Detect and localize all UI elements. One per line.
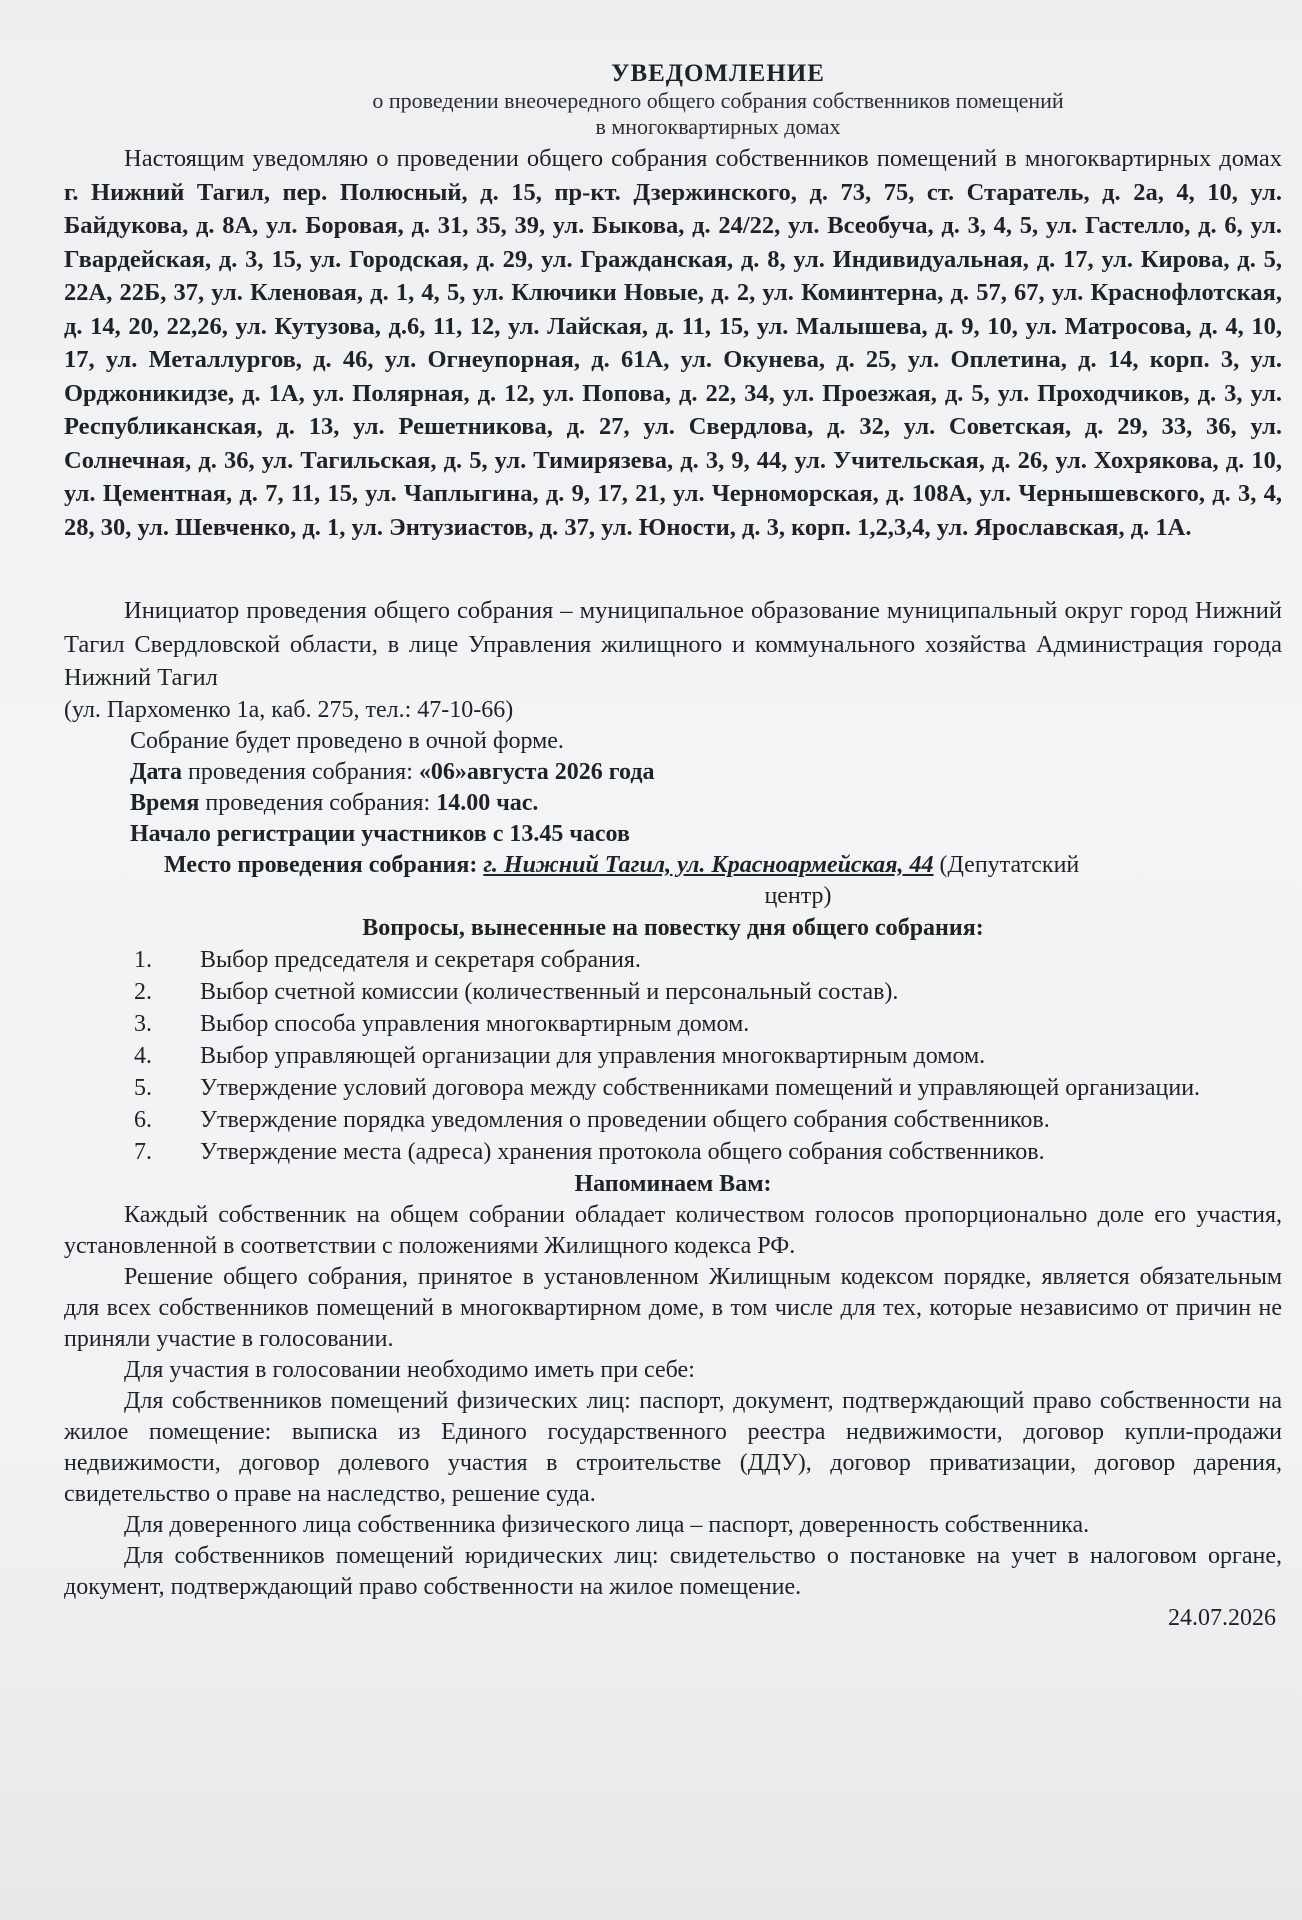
meeting-place-note-cont: центр) [764, 882, 832, 909]
reminder-title: Напоминаем Вам: [574, 1170, 772, 1197]
meeting-time-value: 14.00 час. [436, 789, 539, 816]
reminder-votes: Каждый собственник на общем собрании обладает количеством голосов пропорционально доле его участия, установленной в соответствии с положениями Жилищного кодекса РФ. [64, 1201, 1282, 1259]
agenda-item-number: 3. [134, 1010, 152, 1037]
agenda-item [64, 1072, 1282, 1104]
meeting-place-address: г. Нижний Тагил, ул. Красноармейская, 44 [483, 851, 934, 878]
intro-text: Настоящим уведомляю о проведении общего собрания собственников помещений в многоквартирных домах [124, 145, 1282, 172]
agenda-item-text: Выбор председателя и секретаря собрания. [200, 946, 641, 973]
initiator-contacts: (ул. Пархоменко 1а, каб. 275, тел.: 47-10-66) [64, 696, 514, 723]
agenda-item-text: Выбор управляющей организации для управления многоквартирным домом. [200, 1042, 986, 1069]
meeting-form: Собрание будет проведено в очной форме. [130, 727, 564, 754]
registration-text: Начало регистрации участников с 13.45 часов [130, 820, 630, 847]
agenda-item [64, 1136, 1282, 1168]
meeting-date-value: «06»августа 2026 года [418, 758, 655, 785]
agenda-item-number: 6. [134, 1106, 152, 1133]
meeting-place-label: Место проведения собрания: [164, 851, 484, 878]
meeting-date-text: проведения собрания: [181, 758, 419, 785]
agenda-item-number: 7. [134, 1138, 152, 1165]
notice-document [64, 60, 1282, 1632]
agenda-item-number: 2. [134, 978, 152, 1005]
agenda-item-text: Утверждение порядка уведомления о проведении общего собрания собственников. [200, 1106, 1050, 1133]
agenda-item-text: Выбор способа управления многоквартирным домом. [200, 1010, 750, 1037]
reminder-bring-docs: Для участия в голосовании необходимо иметь при себе: [124, 1356, 695, 1383]
meeting-date [64, 757, 1282, 788]
meeting-time-text: проведения собрания: [199, 789, 437, 816]
agenda-item-number: 5. [134, 1074, 152, 1101]
meeting-place-note: (Депутатский [933, 851, 1080, 878]
reminder-proxy: Для доверенного лица собственника физического лица – паспорт, доверенность собственника. [124, 1511, 1090, 1538]
agenda-item [64, 976, 1282, 1008]
agenda-list [64, 944, 1282, 1168]
agenda-item-text: Утверждение условий договора между собственниками помещений и управляющей организации. [200, 1074, 1201, 1101]
agenda-item [64, 1040, 1282, 1072]
initiator-paragraph: Инициатор проведения общего собрания – муниципальное образование муниципальный округ город Нижний Тагил Свердловской области, в лице Управления жилищного и коммунального хозяйства Администрация города Нижний Тагил [64, 597, 1282, 691]
meeting-date-label: Дата [130, 758, 182, 785]
meeting-time [64, 788, 1282, 819]
agenda-title: Вопросы, вынесенные на повестку дня общего собрания: [362, 914, 984, 941]
meeting-place [64, 850, 1282, 912]
agenda-item-text: Утверждение места (адреса) хранения протокола общего собрания собственников. [200, 1138, 1045, 1165]
intro-paragraph [64, 142, 1282, 544]
agenda-item-number: 4. [134, 1042, 152, 1069]
document-title: УВЕДОМЛЕНИЕ [611, 60, 825, 87]
registration-start [64, 819, 1282, 850]
document-subtitle-line1: о проведении внеочередного общего собрания собственников помещений [372, 88, 1064, 113]
intro-addresses: г. Нижний Тагил, пер. Полюсный, д. 15, пр-кт. Дзержинского, д. 73, 75, ст. Старатель, д. 2а, 4, 10, ул. Байдукова, д. 8А, ул. Боровая, д. 31, 35, 39, ул. Быкова, д. 24/22, ул. Всеобуча, д. 3, 4, 5, ул. Гастелло, д. 6, ул. Гвардейская, д. 3, 15, ул. Городская, д. 29, ул. Гражданская, д. 8, ул. Индивидуальная, д. 17, ул. Кирова, д. 5, 22А, 22Б, 37, ул. Кленовая, д. 1, 4, 5, ул. Ключики Новые, д. 2, ул. Коминтерна, д. 57, 67, ул. Краснофлотская, д. 14, 20, 22,26, ул. Кутузова, д.6, 11, 12, ул. Лайская, д. 11, 15, ул. Малышева, д. 9, 10, ул. Матросова, д. 4, 10, 17, ул. Металлургов, д. 46, ул. Огнеупорная, д. 61А, ул. Окунева, д. 25, ул. Оплетина, д. 14, корп. 3, ул. Орджоникидзе, д. 1А, ул. Полярная, д. 12, ул. Попова, д. 22, 34, ул. Проезжая, д. 5, ул. Проходчиков, д. 3, ул. Республиканская, д. 13, ул. Решетникова, д. 27, ул. Свердлова, д. 32, ул. Советская, д. 29, 33, 36, ул. Солнечная, д. 36, ул. Тагильская, д. 5, ул. Тимирязева, д. 3, 9, 44, ул. Учительская, д. 26, ул. Хохрякова, д. 10, ул. Цементная, д. 7, 11, 15, ул. Чаплыгина, д. 9, 17, 21, ул. Черноморская, д. 108А, ул. Чернышевского, д. 3, 4, 28, 30, ул. Шевченко, д. 1, ул. Энтузиастов, д. 37, ул. Юности, д. 3, корп. 1,2,3,4, ул. Ярославская, д. 1А. [64, 178, 1282, 541]
reminder-individuals: Для собственников помещений физических лиц: паспорт, документ, подтверждающий право собственности на жилое помещение: выписка из Единого государственного реестра недвижимости, договор купли-продажи недвижимости, договор долевого участия в строительстве (ДДУ), договор приватизации, договор дарения, свидетельство о праве на наследство, решение суда. [64, 1387, 1282, 1507]
document-date: 24.07.2026 [1168, 1604, 1276, 1631]
reminder-legal-entities: Для собственников помещений юридических лиц: свидетельство о постановке на учет в налоговом органе, документ, подтверждающий право собственности на жилое помещение. [64, 1542, 1282, 1600]
agenda-item-text: Выбор счетной комиссии (количественный и персональный состав). [200, 978, 899, 1005]
meeting-time-label: Время [130, 789, 200, 816]
agenda-item [64, 944, 1282, 976]
agenda-item [64, 1104, 1282, 1136]
agenda-item-number: 1. [134, 946, 152, 973]
document-subtitle-line2: в многоквартирных домах [595, 114, 841, 139]
agenda-item [64, 1008, 1282, 1040]
spacer [64, 544, 1282, 584]
reminder-binding-decision: Решение общего собрания, принятое в установленном Жилищным кодексом порядке, является обязательным для всех собственников помещений в многоквартирном доме, в том числе для тех, которые независимо от причин не приняли участие в голосовании. [64, 1263, 1282, 1352]
